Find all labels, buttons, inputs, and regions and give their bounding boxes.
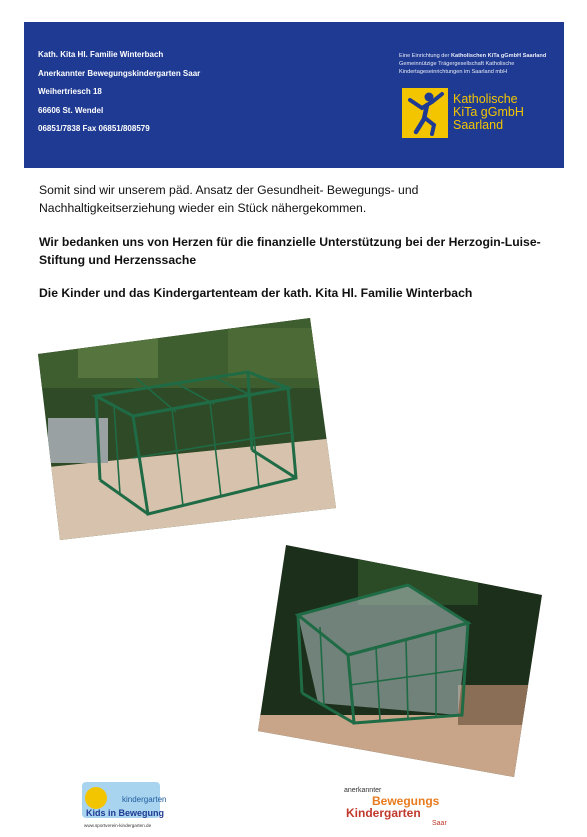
kindergarten-text: Kindergarten: [346, 806, 421, 820]
phone-fax: 06851/7838 Fax 06851/808579: [38, 124, 150, 133]
sun-icon: [85, 787, 107, 809]
street-address: Weihertriesch 18: [38, 87, 102, 96]
greenhouse-photo-1: [38, 318, 336, 540]
logo-line3: Saarland: [453, 118, 504, 132]
paragraph-thanks: Wir bedanken uns von Herzen für die finanzielle Unterstützung bei der Herzogin-Luise-Stiftung und Herzenssache: [39, 235, 541, 267]
postal-city: 66606 St. Wendel: [38, 105, 104, 115]
kita-address-block: [38, 46, 200, 139]
saar-text: Saar: [432, 820, 447, 827]
logo-line2: KiTa gGmbH: [453, 105, 524, 119]
jumping-figure-icon: [402, 88, 448, 138]
kindergarten-text: kindergarten: [122, 795, 167, 804]
paragraph-approach: Somit sind wir unserem päd. Ansatz der Gesundheit- Bewegungs- und Nachhaltigkeitserziehung wieder ein Stück nähergekommen.: [39, 183, 419, 215]
org-line2: Gemeinnützige Trägergesellschaft Katholische: [399, 61, 515, 67]
org-line1-prefix: Eine Einrichtung der: [399, 53, 451, 59]
paragraph-signature: Die Kinder und das Kindergartenteam der kath. Kita Hl. Familie Winterbach: [39, 286, 473, 300]
kids-text: Kids in Bewegung: [86, 808, 165, 818]
kita-designation: Anerkannter Bewegungskindergarten Saar: [38, 68, 201, 78]
bewegungs-text: Bewegungs: [372, 794, 440, 808]
organization-note: [399, 52, 559, 76]
letterhead-banner: [24, 22, 564, 168]
anerkannter-text: anerkannter: [344, 787, 382, 794]
logo-text: [453, 93, 524, 132]
org-line3: Kindertageseinrichtungen im Saarland mbH: [399, 69, 508, 75]
website-text: www.sportverein-kindergarten.de: [84, 823, 152, 828]
logo-line1: Katholische: [453, 92, 518, 106]
bewegungskindergarten-logo: [342, 784, 454, 826]
kids-in-bewegung-logo: [80, 780, 167, 830]
kita-name: Kath. Kita Hl. Familie Winterbach: [38, 50, 164, 59]
org-line1-bold: Katholischen KiTa gGmbH Saarland: [450, 53, 547, 59]
greenhouse-photo-2: [258, 545, 542, 777]
kath-kita-logo: [402, 86, 552, 144]
